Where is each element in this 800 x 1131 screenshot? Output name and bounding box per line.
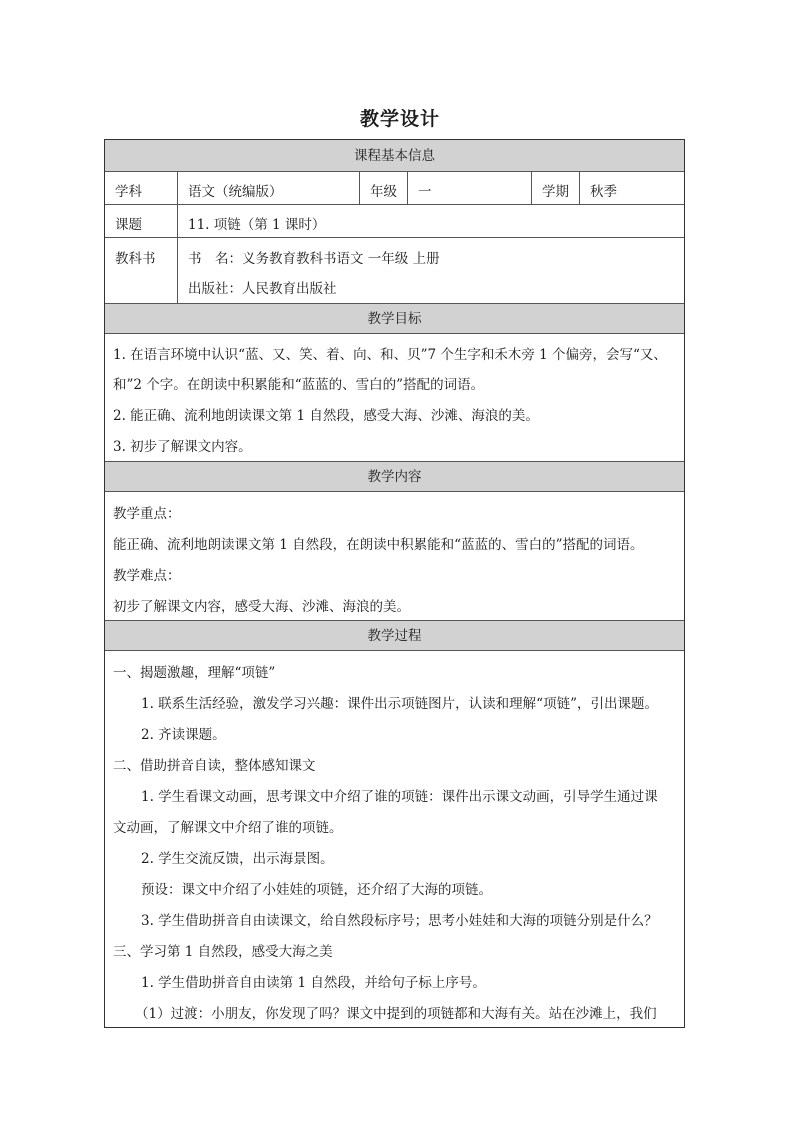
topic-value: 11. 项链（第 1 课时）: [188, 217, 326, 233]
content-body: [105, 492, 684, 621]
goals-body: [105, 334, 684, 462]
textbook-publisher: 出版社：人民教育出版社: [188, 281, 337, 297]
process-step: 2. 学生交流反馈，出示海景图。: [141, 851, 334, 867]
grade-value-cell: [407, 172, 531, 204]
term-label-cell: [531, 172, 579, 204]
goal-line: 3. 初步了解课文内容。: [113, 439, 252, 455]
key-point-text: 能正确、流利地朗读课文第 1 自然段，在朗读中积累能和“蓝蓝的、雪白的”搭配的词语。: [113, 537, 644, 553]
process-step-continued: 文动画，了解课文中介绍了谁的项链。: [113, 820, 343, 836]
process-section-heading: 三、学习第 1 自然段，感受大海之美: [113, 944, 333, 960]
subject-label-cell: [105, 172, 177, 204]
page-title: 教学设计: [359, 108, 440, 130]
subject-label: 学科: [115, 184, 142, 200]
grade-label-cell: [359, 172, 407, 204]
topic-label: 课题: [115, 217, 142, 233]
textbook-value-cell: [177, 238, 684, 303]
process-step: 1. 学生看课文动画，思考课文中介绍了谁的项链：课件出示课文动画，引导学生通过课: [141, 789, 658, 805]
goal-line: 1. 在语言环境中认识“蓝、又、笑、着、向、和、贝”7 个生字和禾木旁 1 个偏旁，会写“又、: [113, 347, 667, 363]
term-value: 秋季: [590, 184, 617, 200]
grade-label: 年级: [370, 184, 397, 200]
term-label: 学期: [542, 184, 569, 200]
goals-header-label: 教学目标: [367, 311, 422, 327]
difficulty-label: 教学难点：: [113, 568, 181, 584]
term-value-cell: [579, 172, 684, 204]
content-header-label: 教学内容: [367, 469, 422, 485]
process-step: 3. 学生借助拼音自由读课文，给自然段标序号；思考小娃娃和大海的项链分别是什么？: [141, 913, 658, 929]
topic-value-cell: [177, 205, 684, 237]
basic-info-header: [105, 140, 684, 172]
basic-info-header-label: 课程基本信息: [354, 148, 435, 164]
difficulty-text: 初步了解课文内容，感受大海、沙滩、海浪的美。: [113, 599, 410, 615]
process-section-heading: 二、借助拼音自读，整体感知课文: [113, 758, 316, 774]
textbook-label: 教科书: [115, 251, 156, 267]
topic-label-cell: [105, 205, 177, 237]
grade-value: 一: [418, 184, 432, 200]
process-step: 1. 联系生活经验，激发学习兴趣：课件出示项链图片，认读和理解“项链”，引出课题。: [141, 696, 658, 712]
goal-line: 和”2 个字。在朗读中积累能和“蓝蓝的、雪白的”搭配的词语。: [113, 377, 485, 393]
key-point-label: 教学重点：: [113, 506, 181, 522]
subject-value: 语文（统编版）: [188, 184, 283, 200]
process-section-heading: 一、揭题激趣，理解“项链”: [113, 665, 276, 681]
content-header: [105, 462, 684, 492]
textbook-label-cell: [105, 238, 177, 303]
subject-row: [105, 172, 684, 205]
lesson-plan-table: [104, 139, 685, 1028]
textbook-row: [105, 238, 684, 304]
process-body: [105, 651, 684, 1027]
process-header: [105, 621, 684, 651]
process-step: 1. 学生借助拼音自由读第 1 自然段，并给句子标上序号。: [141, 975, 486, 991]
process-preset: 预设：课文中介绍了小娃娃的项链，还介绍了大海的项链。: [141, 882, 492, 898]
process-step: 2. 齐读课题。: [141, 727, 226, 743]
textbook-name: 书 名：义务教育教科书语文 一年级 上册: [188, 251, 440, 267]
goal-line: 2. 能正确、流利地朗读课文第 1 自然段，感受大海、沙滩、海浪的美。: [113, 408, 539, 424]
goals-header: [105, 304, 684, 334]
process-header-label: 教学过程: [367, 628, 422, 644]
process-substep: （1）过渡：小朋友，你发现了吗？课文中提到的项链都和大海有关。站在沙滩上，我们: [135, 1006, 657, 1022]
subject-value-cell: [177, 172, 359, 204]
topic-row: [105, 205, 684, 238]
